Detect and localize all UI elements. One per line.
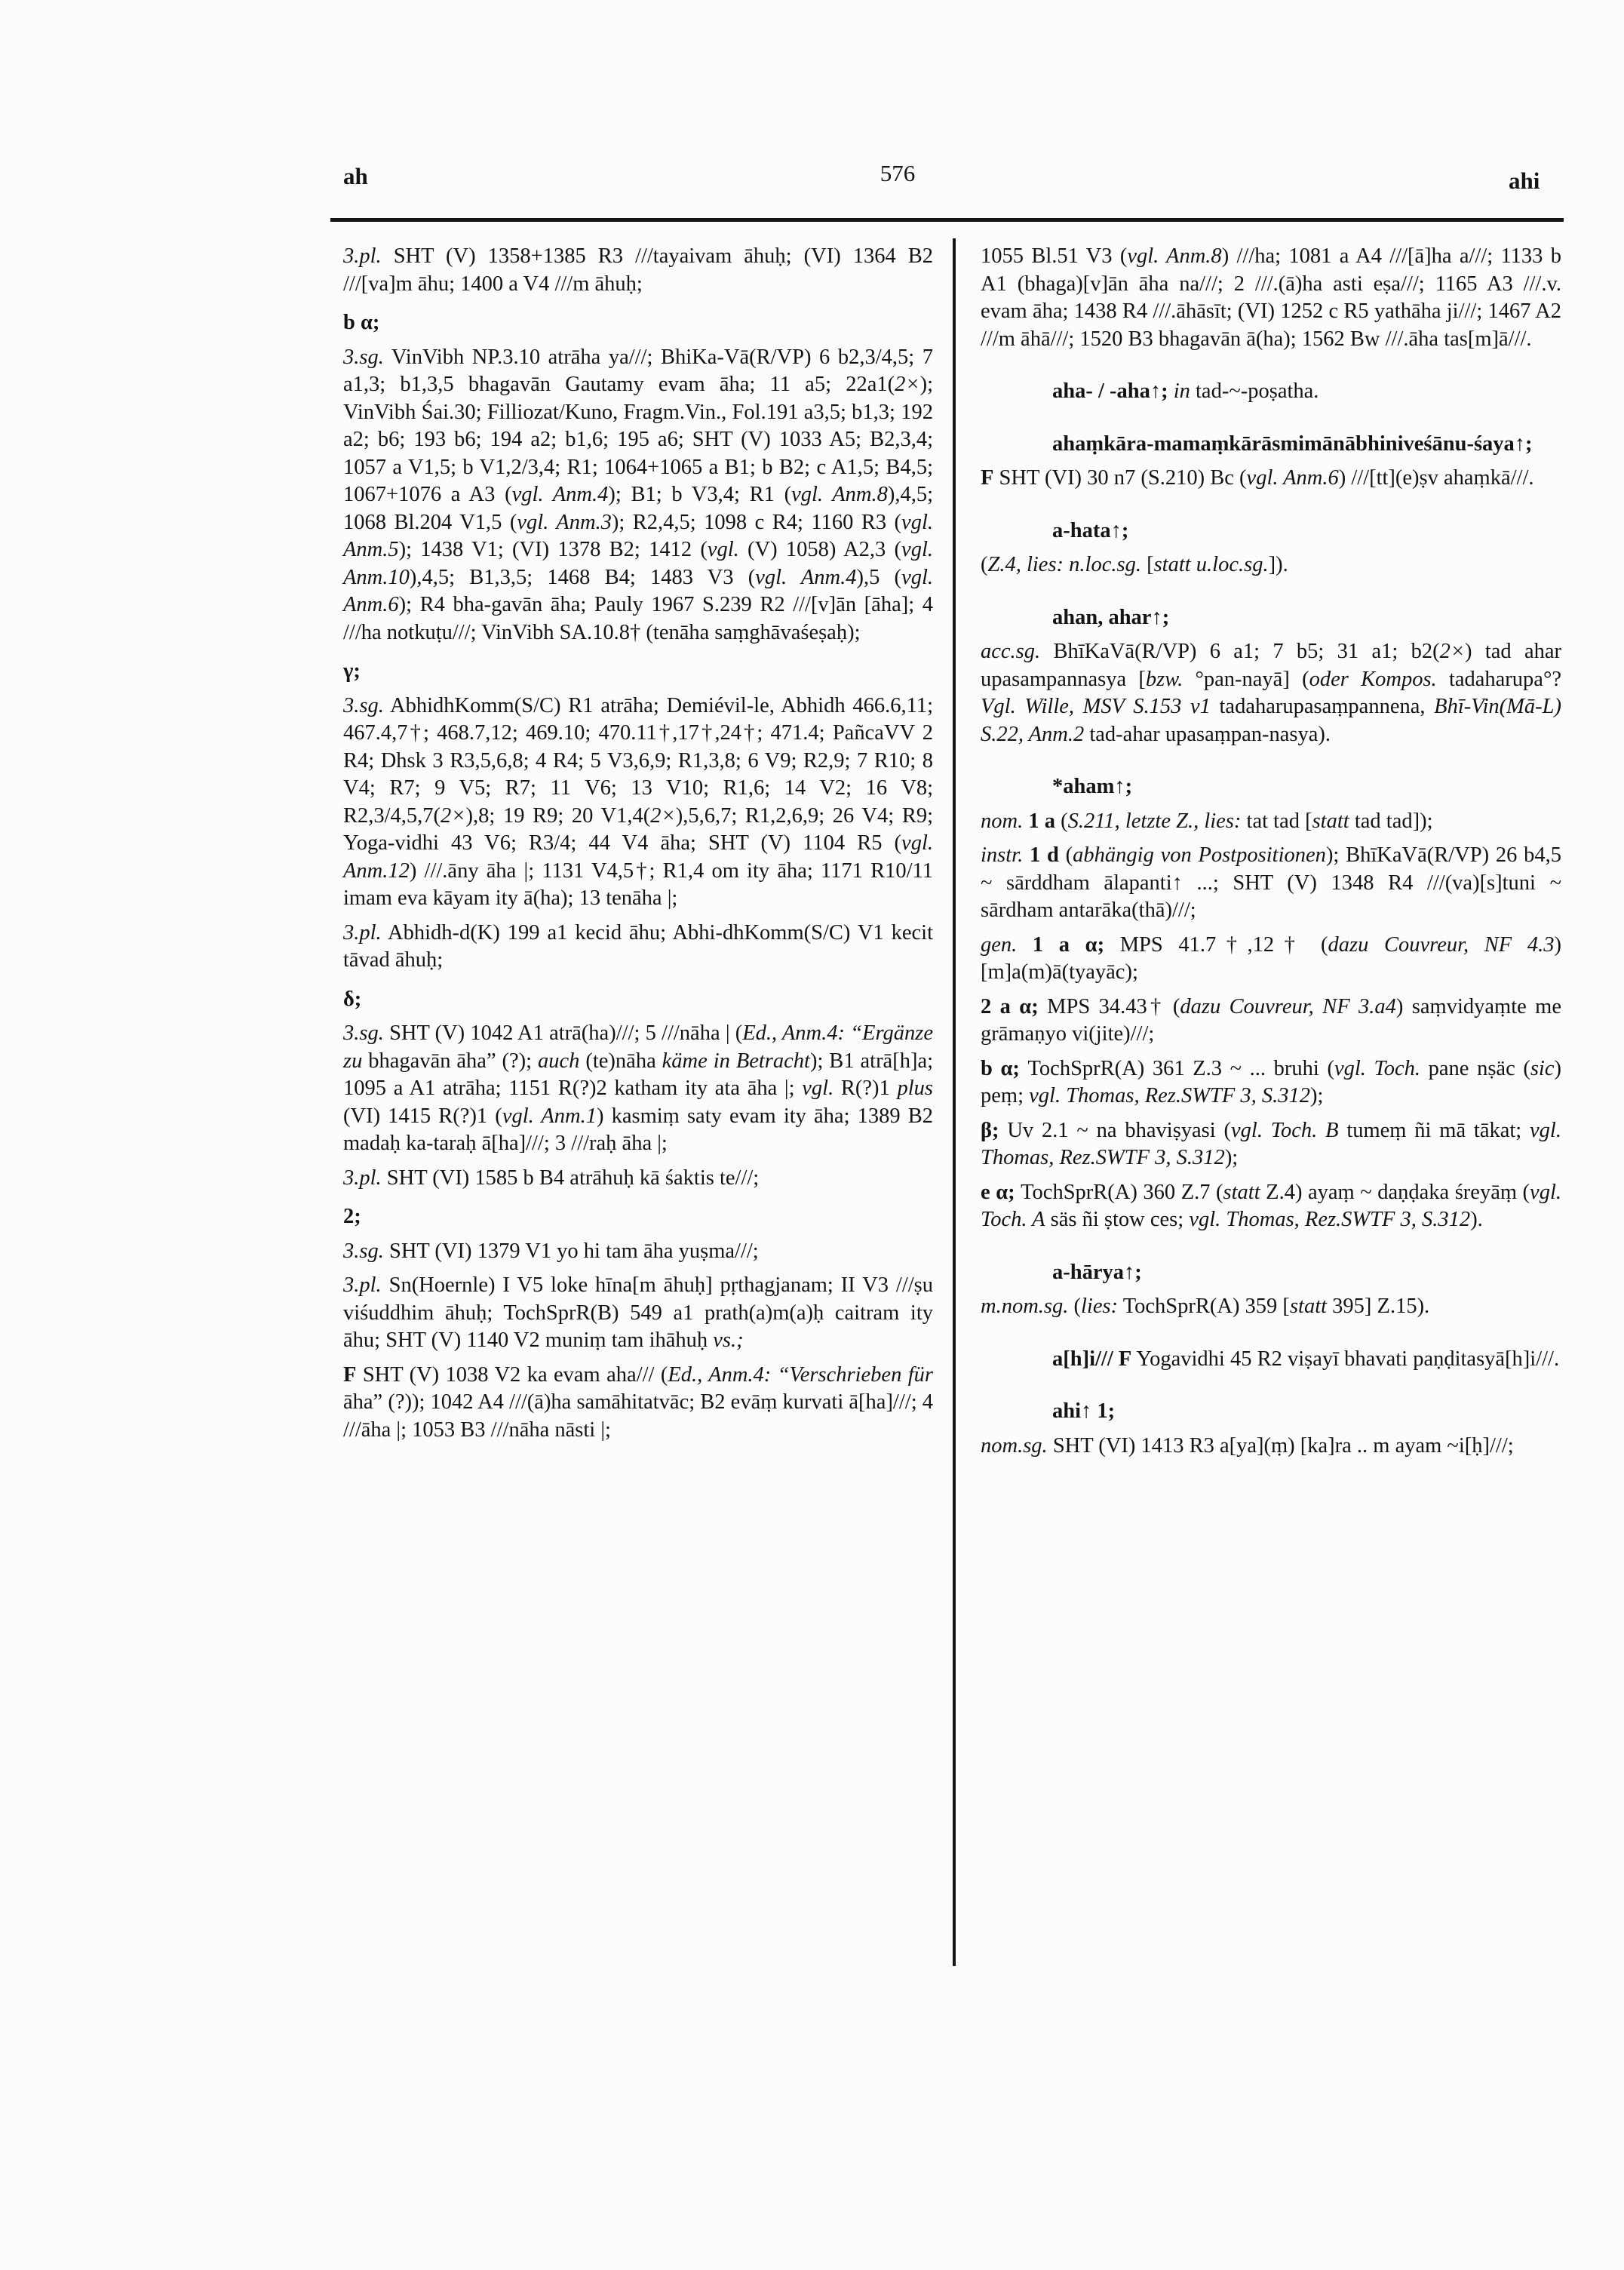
text-segment: vgl. Thomas, Rez.SWTF 3, S.312 <box>981 1118 1561 1169</box>
text-segment: 3.pl. <box>343 1166 382 1190</box>
text-segment: 1 a α; <box>1017 932 1105 957</box>
text-segment: S.211, letzte Z., lies: <box>1067 809 1242 833</box>
text-segment: vgl. Anm.4 <box>755 565 857 589</box>
left-column <box>343 243 933 1444</box>
entry-paragraph <box>343 243 933 298</box>
text-segment: abhängig von Postpositionen <box>1073 843 1326 867</box>
text-segment: tadaharupasaṃpannena, <box>1210 695 1435 718</box>
text-segment: ahan, ahar↑; <box>1052 605 1170 629</box>
entry-paragraph <box>981 932 1561 987</box>
text-segment: 3.sg. <box>343 1239 384 1263</box>
text-segment: statt <box>1289 1295 1328 1318</box>
text-segment: Bhī-Vin(Mā-L) S.22, Anm.2 <box>981 695 1561 746</box>
text-segment: bhagavān āha” (?); <box>362 1049 539 1073</box>
text-segment: β; <box>981 1118 999 1142</box>
text-segment: tad tad]); <box>1349 809 1433 833</box>
text-segment: ( <box>1068 1295 1082 1318</box>
entry-paragraph <box>981 994 1561 1049</box>
text-segment: säs ñi ṣtow ces; <box>1045 1208 1190 1231</box>
entry-paragraph <box>981 551 1561 579</box>
text-segment: vgl. Anm.8 <box>791 483 888 506</box>
entry-paragraph <box>343 1362 933 1445</box>
text-segment: instr. <box>981 843 1024 867</box>
text-segment: āha” (?)); 1042 A4 ///(ā)ha samāhitatvāc; B2 evāṃ kurvati ā[ha]///; 4 ///āha |; 1053 B3 ///nāha nāsti |; <box>343 1390 933 1442</box>
page-number: 576 <box>880 160 916 186</box>
text-segment: Yogavidhi 45 R2 viṣayī bhavati paṇḍitasyā[h]i///. <box>1131 1347 1560 1371</box>
text-segment: ) ///ha; 1081 a A4 ///[ā]ha a///; 1133 b A1 (bhaga)[v]ān āha na///; 2 ///.(ā)ha asti eṣa///; 1165 A3 ///.v. evam āha; 1438 R4 ///.āhāsīt; (VI) 1252 c R5 yathāha ji///; 1467 A2 ///m āhā///; 1520 B3 bhagavān ā(ha); 1562 Bw ///.āha tas[m]ā///. <box>981 244 1561 351</box>
text-segment: F <box>1118 1347 1132 1371</box>
entry-paragraph <box>343 1165 933 1193</box>
text-segment: SHT (VI) 1379 V1 yo hi tam āha yuṣma///; <box>383 1239 759 1263</box>
text-segment: statt u.loc.sg. <box>1153 553 1269 576</box>
text-segment: SHT (VI) 1585 b B4 atrāhuḥ kā śaktis te///; <box>381 1166 760 1190</box>
text-segment: TochSprR(A) 360 Z.7 ( <box>1015 1180 1223 1204</box>
text-segment: aha- / -aha↑; <box>1052 379 1168 403</box>
text-segment: (VI) 1415 R(?)1 ( <box>343 1104 502 1128</box>
text-segment: vgl. Anm.5 <box>343 510 933 561</box>
text-segment: ahi↑ 1; <box>1052 1399 1116 1423</box>
headword-paragraph <box>981 604 1561 632</box>
headword-paragraph <box>981 1346 1561 1374</box>
entry-paragraph <box>343 1272 933 1355</box>
text-segment: vgl. Anm.8 <box>1127 244 1222 268</box>
entry-paragraph <box>981 1293 1561 1321</box>
text-segment: ),5 ( <box>856 565 902 589</box>
text-segment: 3.sg. <box>343 693 384 717</box>
text-segment: dazu Couvreur, NF 3.a4 <box>1180 994 1396 1018</box>
text-segment: BhīKaVā(R/VP) 6 a1; 7 b5; 31 a1; b2( <box>1040 640 1440 663</box>
text-segment: vgl. Anm.3 <box>517 510 612 534</box>
text-segment: 1055 Bl.51 V3 ( <box>981 244 1128 268</box>
text-segment: vgl. <box>707 538 739 561</box>
text-segment: vgl. Anm.6 <box>1246 466 1339 490</box>
text-segment: TochSprR(A) 361 Z.3 ~ ... bruhi ( <box>1019 1056 1334 1080</box>
section-marker <box>343 1203 933 1231</box>
entry-paragraph <box>981 1055 1561 1110</box>
entry-paragraph <box>981 1117 1561 1172</box>
text-segment: 2× <box>650 803 676 828</box>
entry-paragraph <box>343 1238 933 1266</box>
text-segment: 2; <box>343 1205 361 1228</box>
text-segment: vgl. Anm.6 <box>343 565 934 616</box>
entry-paragraph <box>981 1433 1561 1461</box>
text-segment: ),4,5; B1,3,5; 1468 B4; 1483 V3 ( <box>409 565 756 589</box>
text-segment: vgl. Toch. A <box>981 1180 1561 1231</box>
text-segment: [ <box>1140 553 1154 576</box>
text-segment: ); <box>1310 1084 1324 1107</box>
headword-paragraph <box>981 431 1561 459</box>
text-segment: (te)nāha <box>579 1049 662 1073</box>
text-segment: γ; <box>343 659 361 683</box>
text-segment: *aham↑; <box>1052 775 1133 798</box>
text-segment: acc.sg. <box>981 640 1041 663</box>
text-segment: ahaṃkāra-mamaṃkārāsmimānābhiniveśānu-śaya↑; <box>1052 432 1533 456</box>
text-segment: 2× <box>1439 640 1466 663</box>
text-segment: 3.pl. <box>343 244 382 268</box>
text-segment: vs.; <box>713 1329 744 1352</box>
text-segment: nom. <box>981 809 1024 833</box>
headword-paragraph <box>981 518 1561 545</box>
entry-paragraph <box>981 638 1561 748</box>
text-segment: statt <box>1312 809 1349 833</box>
text-segment: ),4,5; 1068 Bl.204 V1,5 ( <box>343 483 933 534</box>
text-segment: ). <box>1470 1208 1483 1231</box>
text-segment: ) [m]a(m)ā(tyayāc); <box>981 932 1561 984</box>
text-segment: SHT (V) 1358+1385 R3 ///tayaivam āhuḥ; (VI) 1364 B2 ///[va]m āhu; 1400 a V4 ///m āhuḥ; <box>343 244 933 296</box>
text-segment: ),5,6,7; R1,2,6,9; 26 V4; R9; Yoga-vidhi 43 V6; R3/4; 44 V4 āha; SHT (V) 1104 R5 ( <box>343 803 933 855</box>
text-segment: tad-~-poṣatha. <box>1190 379 1319 403</box>
text-segment: gen. <box>981 932 1018 957</box>
text-segment: ),8; 19 R9; 20 V1,4( <box>465 803 651 828</box>
entry-paragraph <box>981 243 1561 353</box>
text-segment: ); B1; b V3,4; R1 ( <box>608 483 792 506</box>
text-segment: ]). <box>1268 553 1288 576</box>
text-segment: ); <box>1224 1146 1239 1169</box>
text-segment: VinVibh NP.3.10 atrāha ya///; BhiKa-Vā(R/VP) 6 b2,3/4,5; 7 a1,3; b1,3,5 bhagavān Gautamy evam āha; 11 a5; 22a1( <box>343 345 933 396</box>
text-segment: F <box>981 466 994 490</box>
text-segment: vgl. Anm.4 <box>511 483 609 506</box>
text-segment: AbhidhKomm(S/C) R1 atrāha; Demiévil-le, Abhidh 466.6,11; 467.4,7†; 468.7,12; 469.10; 470.11†,17†,24†; 471.4; PañcaVV 2 R4; Dhsk 3 R3,5,6,8; 4 R4; 5 V3,6,9; R1,3,8; 6 V9; R2,9; 7 R10; 8 V4; R7; 9 V5; R7; 11 V6; 13 V10; R1,6; 14 V2; 16 V8; R2,3/4,5,7( <box>343 693 933 828</box>
text-segment <box>1113 1347 1119 1371</box>
text-segment: nom.sg. <box>981 1433 1048 1458</box>
running-head-right: ahi <box>1509 167 1540 194</box>
text-segment: vgl. Thomas, Rez.SWTF 3, S.312 <box>1189 1208 1471 1231</box>
text-segment: 1 d <box>1023 843 1066 867</box>
text-segment: ) saṃvidyaṃte me grāmaṇyo vi(jite)///; <box>981 994 1561 1046</box>
text-segment: pane nṣäc ( <box>1420 1056 1530 1080</box>
text-segment: in <box>1173 379 1190 403</box>
text-segment: SHT (VI) 30 n7 (S.210) Bc ( <box>993 466 1247 490</box>
text-segment: MPS 34.43† ( <box>1038 994 1180 1018</box>
text-segment: vgl. Anm.1 <box>502 1104 597 1128</box>
text-segment: Sn(Hoernle) I V5 loke hīna[m āhuḥ] pṛthagjanam; II V3 ///ṣu viśuddhim āhuḥ; TochSprR(B) 549 a1 prath(a)m(a)ḥ caitram ity āhu; SHT (V) 1140 V2 muniṃ tam ihāhuḥ <box>343 1273 933 1352</box>
text-segment: 3.sg. <box>343 1021 384 1045</box>
entry-paragraph <box>981 1179 1561 1234</box>
text-segment: e α; <box>981 1180 1015 1204</box>
text-segment: tad-ahar upasaṃpan-nasya). <box>1084 722 1331 746</box>
text-segment: tat tad [ <box>1241 809 1312 833</box>
text-segment: 395] Z.15). <box>1327 1295 1430 1318</box>
text-segment: b α; <box>981 1056 1020 1080</box>
text-segment: ) ///.āny āha |; 1131 V4,5†; R1,4 om ity āha; 1171 R10/11 imam eva kāyam ity ā(ha); 13 tenāha |; <box>343 859 933 910</box>
text-segment: auch <box>538 1049 580 1073</box>
text-segment: ); R2,4,5; 1098 c R4; 1160 R3 ( <box>611 510 902 534</box>
text-segment: ); BhīKaVā(R/VP) 26 b4,5 ~ sārddham ālapanti↑ ...; SHT (V) 1348 R4 ///(va)[s]tuni ~ sārdham antarāka(thā)///; <box>981 843 1562 922</box>
text-segment: ) ///[tt](e)ṣv ahaṃkā///. <box>1338 466 1534 490</box>
headword-paragraph <box>981 378 1561 406</box>
text-segment: bzw. <box>1145 667 1183 691</box>
text-segment: vgl. Toch. <box>1334 1056 1421 1080</box>
entry-paragraph <box>343 344 933 647</box>
text-segment: vgl. <box>802 1077 834 1100</box>
text-segment: a[h]i/// <box>1052 1347 1113 1371</box>
text-segment: SHT (V) 1038 V2 ka evam aha/// ( <box>356 1362 668 1387</box>
text-segment: lies: <box>1081 1295 1119 1318</box>
text-segment: a-hārya↑; <box>1052 1260 1142 1284</box>
text-segment: ( <box>981 553 988 576</box>
text-segment: 3.pl. <box>343 920 382 945</box>
entry-paragraph <box>981 808 1561 836</box>
text-segment: ) kasmiṃ saty evam ity āha; 1389 B2 madaḥ ka-taraḥ ā[ha]///; 3 ///raḥ āha |; <box>343 1104 934 1155</box>
text-segment: F <box>343 1362 357 1387</box>
right-column <box>981 243 1561 1460</box>
text-segment: a-hata↑; <box>1052 518 1129 542</box>
section-marker <box>343 309 933 337</box>
entry-paragraph <box>343 920 933 975</box>
text-segment: ); 1438 V1; (VI) 1378 B2; 1412 ( <box>398 538 708 561</box>
text-segment: ) peṃ; <box>981 1056 1562 1107</box>
text-segment: statt <box>1223 1180 1260 1204</box>
text-segment: sic <box>1530 1056 1555 1080</box>
text-segment: Vgl. Wille, MSV S.153 v1 <box>981 695 1211 718</box>
text-segment: plus <box>897 1077 933 1100</box>
text-segment: ) tad ahar upasampannasya [ <box>981 640 1561 691</box>
text-segment: 2 a α; <box>981 994 1039 1018</box>
text-segment: vgl. Anm.10 <box>343 538 933 589</box>
text-segment: b α; <box>343 311 380 334</box>
text-segment: dazu Couvreur, NF 4.3 <box>1328 932 1555 957</box>
headword-paragraph <box>981 1398 1561 1426</box>
text-segment: Z.4) ayaṃ ~ daṇḍaka śreyāṃ ( <box>1260 1180 1530 1204</box>
running-head-left: ah <box>343 163 368 189</box>
header-rule <box>330 218 1564 222</box>
text-segment: ( <box>1061 809 1068 833</box>
text-segment: 2× <box>895 373 920 396</box>
text-segment: δ; <box>343 987 362 1011</box>
text-segment: oder Kompos. <box>1309 667 1437 691</box>
headword-paragraph <box>981 773 1561 801</box>
text-segment <box>1168 379 1174 403</box>
entry-paragraph <box>981 842 1561 925</box>
text-segment: tadaharupa°? <box>1436 667 1561 691</box>
text-segment: MPS 41.7†,12† ( <box>1104 932 1328 957</box>
section-marker <box>343 986 933 1014</box>
text-segment: vgl. Thomas, Rez.SWTF 3, S.312 <box>1029 1084 1310 1107</box>
text-segment: Z.4, lies: n.loc.sg. <box>987 553 1141 576</box>
text-segment: tumeṃ ñi mā tākat; <box>1338 1118 1530 1142</box>
text-segment: Abhidh-d(K) 199 a1 kecid āhu; Abhi-dhKomm(S/C) V1 kecit tāvad āhuḥ; <box>343 920 933 972</box>
text-segment: SHT (VI) 1413 R3 a[ya](ṃ) [ka]ra .. m ayam ~i[ḥ]///; <box>1047 1433 1514 1458</box>
text-segment: TochSprR(A) 359 [ <box>1118 1295 1290 1318</box>
text-segment: ); VinVibh Śai.30; Filliozat/Kuno, Fragm.Vin., Fol.191 a3,5; b1,3; 192 a2; b6; 193 b6; 194 a2; b1,6; 195 a6; SHT (V) 1033 A5; B2,3,4; 1057 a V1,5; b V1,2/3,4; R1; 1064+1065 a B1; b B2; c A1,5; B4,5; 1067+1076 a A3 ( <box>343 373 933 506</box>
entry-paragraph <box>981 465 1561 493</box>
text-segment: 3.sg. <box>343 345 384 369</box>
text-segment: Uv 2.1 ~ na bhaviṣyasi ( <box>999 1118 1231 1142</box>
text-segment: Ed., Anm.4: “Verschrieben für <box>668 1362 933 1387</box>
text-segment: °pan-nayā] ( <box>1183 667 1309 691</box>
text-segment: ); R4 bha-gavān āha; Pauly 1967 S.239 R2 ///[v]ān [āha]; 4 ///ha notkuṭu///; VinVibh SA.10.8† (tenāha saṃghāvaśeṣaḥ); <box>343 593 933 644</box>
text-segment: m.nom.sg. <box>981 1295 1069 1318</box>
entry-paragraph <box>343 693 933 913</box>
text-segment: vgl. Anm.12 <box>343 831 933 883</box>
text-segment: ); B1 atrā[h]a; 1095 a A1 atrāha; 1151 R(?)2 katham ity ata āha |; <box>343 1049 934 1100</box>
text-segment: 2× <box>441 803 466 828</box>
text-segment: käme in Betracht <box>662 1049 810 1073</box>
text-segment: 1 a <box>1023 809 1061 833</box>
entry-paragraph <box>343 1020 933 1158</box>
text-segment: Ed., Anm.4: “Ergänze zu <box>343 1021 933 1073</box>
column-divider <box>953 238 956 1966</box>
text-segment: 3.pl. <box>343 1273 382 1297</box>
headword-paragraph <box>981 1259 1561 1287</box>
text-segment: R(?)1 <box>833 1077 898 1100</box>
text-segment: SHT (V) 1042 A1 atrā(ha)///; 5 ///nāha | ( <box>383 1021 743 1045</box>
text-segment: ( <box>1065 843 1073 867</box>
section-marker <box>343 658 933 686</box>
text-segment: vgl. Toch. B <box>1231 1118 1339 1142</box>
text-segment: (V) 1058) A2,3 ( <box>738 538 902 561</box>
